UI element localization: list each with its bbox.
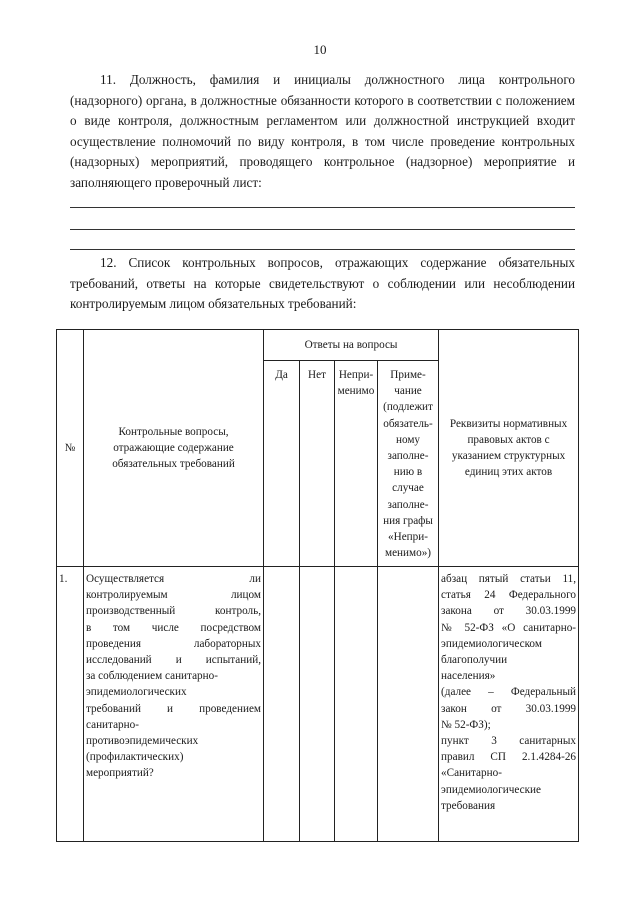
requisites-line: № 52-ФЗ); (441, 718, 491, 731)
answer-na-cell[interactable] (335, 567, 378, 842)
header-requisites: Реквизиты нормативных правовых актов с указанием структурных единиц этих актов (439, 330, 579, 567)
fill-line-1 (70, 207, 575, 208)
requisites-line: правил СП 2.1.4284-26 (441, 751, 577, 764)
question-line: эпидемиологических (86, 686, 187, 699)
requisites-line: (далее – Федеральный (441, 686, 577, 699)
requisites-line: эпидемиологические (441, 783, 541, 796)
question-line: требований и проведением (86, 702, 261, 715)
question-line: в том числе посредством (86, 621, 261, 634)
question-line: противоэпидемических (86, 735, 199, 748)
requisites-line: № 52-ФЗ «О санитарно- (441, 621, 577, 634)
requirements-table (56, 329, 579, 842)
question-line: санитарно- (86, 718, 139, 731)
requisites-line: закон от 30.03.1999 (441, 702, 577, 715)
requisites-line: «Санитарно- (441, 767, 502, 780)
table-row (57, 567, 579, 842)
question-line: производственный контроль, (86, 605, 261, 618)
header-not-applicable: Непри-менимо (335, 361, 378, 567)
header-no: Нет (300, 361, 335, 567)
fill-line-2 (70, 229, 575, 230)
requisites-line: населения» (441, 670, 496, 683)
row-number: 1. (57, 567, 84, 842)
header-question: Контрольные вопросы, отражающие содержание обязательных требований (84, 330, 264, 567)
paragraph-11: 11. Должность, фамилия и инициалы должностного лица контрольного (надзорного) органа, в должностные обязанности которого в соответствии с положением о виде контроля, должностным регламентом или должностной инструкцией входит осуществление полномочий по виду контроля, в том числе проведение контрольных (надзорных) мероприятий, проводящего контрольное (надзорное) мероприятие и заполняющего проверочный лист: (70, 72, 575, 190)
requisites-line: закона от 30.03.1999 (441, 605, 577, 618)
paragraph-12: 12. Список контрольных вопросов, отражающих содержание обязательных требований, ответы на которые свидетельствуют о соблюдении или несоблюдении контролируемым лицом обязательных требований: (70, 255, 575, 311)
header-answers-group: Ответы на вопросы (264, 330, 439, 361)
answer-note-cell[interactable] (378, 567, 439, 842)
row-requisites (439, 567, 579, 842)
header-yes: Да (264, 361, 300, 567)
requisites-line: статья 24 Федерального (441, 589, 577, 602)
question-line: контролируемым лицом (86, 589, 261, 602)
answer-no-cell[interactable] (300, 567, 335, 842)
question-line: (профилактических) (86, 751, 184, 764)
header-note: Приме-чание (подлежит обязатель-ному заполне-нию в случае заполне-ния графы «Непри-менимо») (378, 361, 439, 567)
answer-yes-cell[interactable] (264, 567, 300, 842)
requisites-line: абзац пятый статьи 11, (441, 573, 577, 585)
requisites-line: пункт 3 санитарных (441, 735, 577, 748)
row-question (84, 567, 264, 842)
question-line: за соблюдением санитарно- (86, 670, 218, 683)
requisites-line: эпидемиологическом (441, 637, 542, 650)
requisites-line: благополучии (441, 654, 508, 667)
question-line: исследований и испытаний, (86, 654, 261, 667)
question-line: проведения лабораторных (86, 637, 261, 650)
header-number: № (57, 330, 84, 567)
fill-line-3 (70, 249, 575, 250)
page-number: 10 (313, 42, 327, 57)
question-line: мероприятий? (86, 767, 154, 780)
requisites-line: требования (441, 799, 496, 812)
question-line: Осуществляется ли (86, 573, 261, 585)
